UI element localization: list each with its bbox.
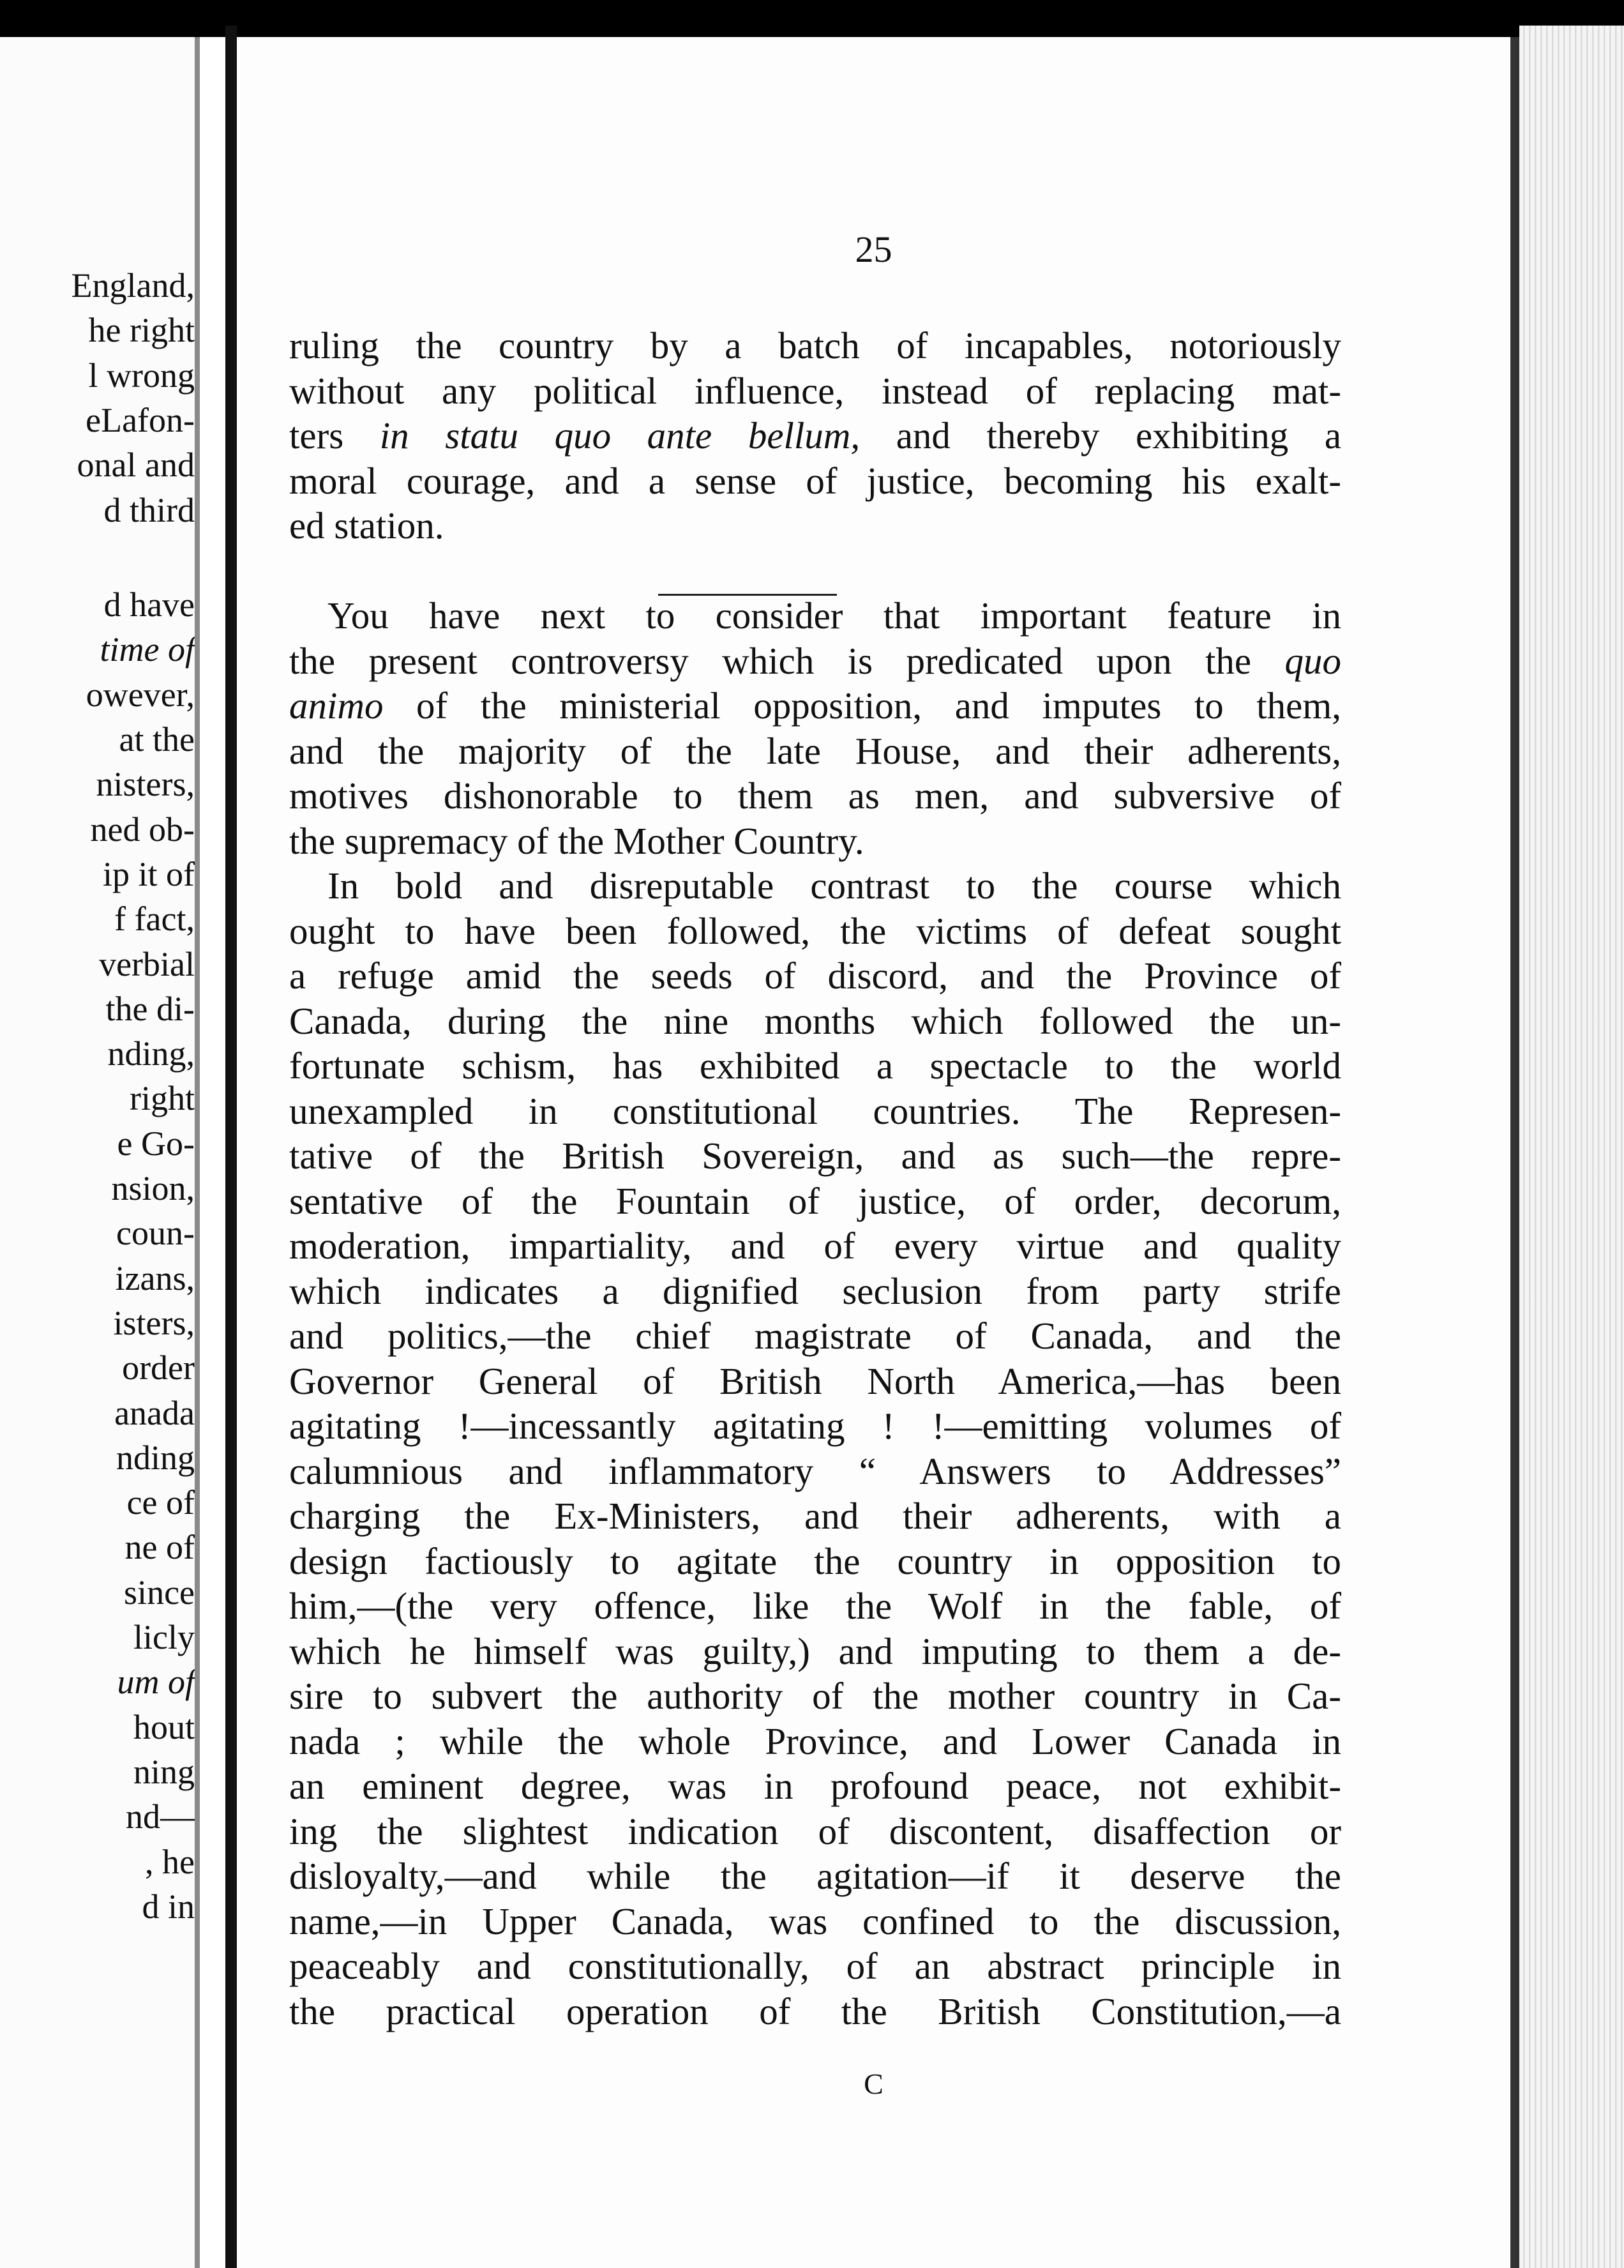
text-line (289, 593, 1341, 639)
text-line (289, 1719, 1341, 1764)
facing-page-line: nding, (107, 1034, 195, 1073)
facing-page-line: nding (116, 1438, 195, 1477)
text-line (289, 1899, 1341, 1944)
text-line (289, 639, 1341, 684)
facing-page-line: um of (117, 1663, 195, 1702)
page-right-edge (1510, 37, 1519, 2268)
text-line (289, 413, 1341, 458)
text-run: peaceably and constitutionally, of an abstract principle in (289, 1945, 1341, 1987)
text-line (289, 458, 1341, 504)
text-line (289, 1089, 1341, 1134)
text-run: ed station. (289, 504, 444, 547)
page-number: 25 (855, 229, 892, 270)
text-line (289, 323, 1341, 368)
text-run: In bold and disreputable contrast to the course which (327, 865, 1341, 907)
facing-page-line: licly (133, 1618, 195, 1656)
text-run: Canada, during the nine months which followed the un- (289, 999, 1341, 1042)
facing-page-line: f fact, (114, 900, 195, 939)
facing-page-line: time of (100, 630, 195, 669)
facing-page-line: the di- (105, 989, 195, 1028)
text-run: name,—in Upper Canada, was confined to the discussion, (289, 1900, 1341, 1942)
facing-page-line: verbial (99, 944, 195, 983)
text-line (289, 1809, 1341, 1854)
text-line (289, 1269, 1341, 1314)
facing-page-line: owever, (86, 675, 195, 714)
text-run: tative of the British Sovereign, and as such—the repre- (289, 1135, 1341, 1177)
facing-page-line: l wrong (88, 356, 195, 395)
text-run: him,—(the very offence, like the Wolf in the fable, of (289, 1585, 1341, 1627)
text-run: Governor General of British North America,—has been (289, 1359, 1341, 1402)
facing-page-line: ce of (126, 1483, 195, 1522)
text-run: a refuge amid the seeds of discord, and the Province of (289, 955, 1341, 997)
text-line (289, 1043, 1341, 1089)
facing-page-line: coun- (116, 1214, 195, 1253)
facing-page-line: ip it of (103, 854, 195, 893)
text-line (289, 1313, 1341, 1359)
facing-page-line: ning (133, 1752, 195, 1791)
text-line (289, 1854, 1341, 1899)
text-run: motives dishonorable to them as men, and subversive of (289, 775, 1341, 817)
text-line (289, 953, 1341, 999)
text-run: ruling the country by a batch of incapables, notoriously (289, 324, 1341, 367)
facing-page-line: d third (103, 490, 195, 529)
text-run: and thereby exhibiting a (860, 414, 1342, 457)
text-run: without any political influence, instead of replacing mat- (289, 369, 1341, 412)
facing-page-line: izans, (115, 1259, 195, 1297)
text-line (289, 503, 1341, 548)
italic-phrase: in statu quo ante bellum, (379, 414, 861, 457)
page-stack-edges (1519, 26, 1624, 2268)
book-page (237, 37, 1510, 2268)
italic-phrase: quo (1284, 639, 1341, 682)
text-line (289, 1493, 1341, 1539)
facing-page-line: since (124, 1573, 195, 1612)
text-run: and the majority of the late House, and their adherents, (289, 729, 1341, 772)
paragraph-gap (289, 548, 1341, 594)
text-line (289, 1179, 1341, 1224)
facing-page-line: d have (103, 586, 195, 624)
text-run: nada ; while the whole Province, and Lower Canada in (289, 1720, 1341, 1762)
text-run: calumnious and inflammatory “ Answers to Addresses” (289, 1449, 1341, 1492)
text-run: disloyalty,—and while the agitation—if it deserve the (289, 1855, 1341, 1897)
text-run: fortunate schism, has exhibited a spectacle to the world (289, 1045, 1341, 1087)
facing-page-line: d in (142, 1887, 195, 1926)
text-run: design factiously to agitate the country in opposition to (289, 1539, 1341, 1582)
scan-top-border (0, 0, 1624, 37)
text-run: the practical operation of the British Constitution,—a (289, 1990, 1341, 2032)
facing-page-line: eLafon- (86, 400, 195, 439)
facing-page-line: order (122, 1349, 195, 1387)
facing-page-line: right (130, 1079, 195, 1118)
facing-page-line: anada (114, 1393, 195, 1432)
text-run: moderation, impartiality, and of every virtue and quality (289, 1225, 1341, 1267)
facing-page-line: hout (133, 1707, 195, 1746)
facing-page-line: ne of (124, 1528, 195, 1567)
text-line (289, 729, 1341, 774)
facing-page-line: , he (145, 1842, 195, 1881)
signature-mark: C (864, 2068, 883, 2100)
facing-page-line: nisters, (96, 765, 195, 804)
text-line (289, 1223, 1341, 1269)
text-run: moral courage, and a sense of justice, becoming his exalt- (289, 459, 1341, 502)
text-line (289, 1584, 1341, 1629)
text-run: sentative of the Fountain of justice, of order, decorum, (289, 1179, 1341, 1222)
body-text (289, 323, 1341, 2034)
facing-page-line: onal and (77, 446, 195, 485)
text-run: the present controversy which is predicated upon the (289, 639, 1285, 682)
text-line (289, 368, 1341, 414)
text-line (289, 1944, 1341, 1989)
italic-phrase: animo (289, 684, 384, 727)
facing-page-line: nsion, (111, 1169, 195, 1207)
text-line (289, 1403, 1341, 1449)
text-run: sire to subvert the authority of the mother country in Ca- (289, 1675, 1341, 1717)
facing-page-edge (195, 37, 200, 2268)
text-line (289, 999, 1341, 1044)
text-run: which he himself was guilty,) and imputing to them a de- (289, 1629, 1341, 1672)
text-line (289, 863, 1341, 909)
text-line (289, 1629, 1341, 1674)
text-line (289, 683, 1341, 729)
text-line (289, 909, 1341, 954)
text-run: You have next to consider that important feature in (327, 594, 1341, 637)
text-run: ters (289, 414, 380, 457)
text-line (289, 1133, 1341, 1179)
text-run: which indicates a dignified seclusion from party strife (289, 1269, 1341, 1312)
text-line (289, 773, 1341, 819)
text-line (289, 1359, 1341, 1404)
book-spine (225, 26, 237, 2268)
text-run: charging the Ex-Ministers, and their adherents, with a (289, 1495, 1341, 1537)
text-run: of the ministerial opposition, and imputes to them, (383, 684, 1341, 727)
text-line (289, 819, 1341, 864)
facing-page-line: nd— (126, 1797, 195, 1836)
text-run: unexampled in constitutional countries. The Represen- (289, 1089, 1341, 1132)
facing-page-left (0, 37, 195, 2268)
facing-page-line: ned ob- (90, 810, 195, 849)
facing-page-line: isters, (113, 1303, 195, 1342)
text-run: agitating !—incessantly agitating ! !—emitting volumes of (289, 1405, 1341, 1447)
section-divider-rule (658, 594, 837, 596)
facing-page-line: he right (88, 311, 195, 350)
text-run: an eminent degree, was in profound peace, not exhibit- (289, 1765, 1341, 1807)
text-run: the supremacy of the Mother Country. (289, 819, 864, 862)
facing-page-line: England, (71, 266, 195, 305)
text-line (289, 1539, 1341, 1584)
facing-page-line: e Go- (117, 1124, 195, 1163)
text-line (289, 1764, 1341, 1809)
text-line (289, 1989, 1341, 2034)
text-run: ing the slightest indication of discontent, disaffection or (289, 1810, 1341, 1852)
text-run: ought to have been followed, the victims of defeat sought (289, 909, 1341, 952)
text-line (289, 1674, 1341, 1719)
text-line (289, 1449, 1341, 1494)
facing-page-line: at the (119, 720, 195, 759)
text-run: and politics,—the chief magistrate of Canada, and the (289, 1315, 1341, 1357)
